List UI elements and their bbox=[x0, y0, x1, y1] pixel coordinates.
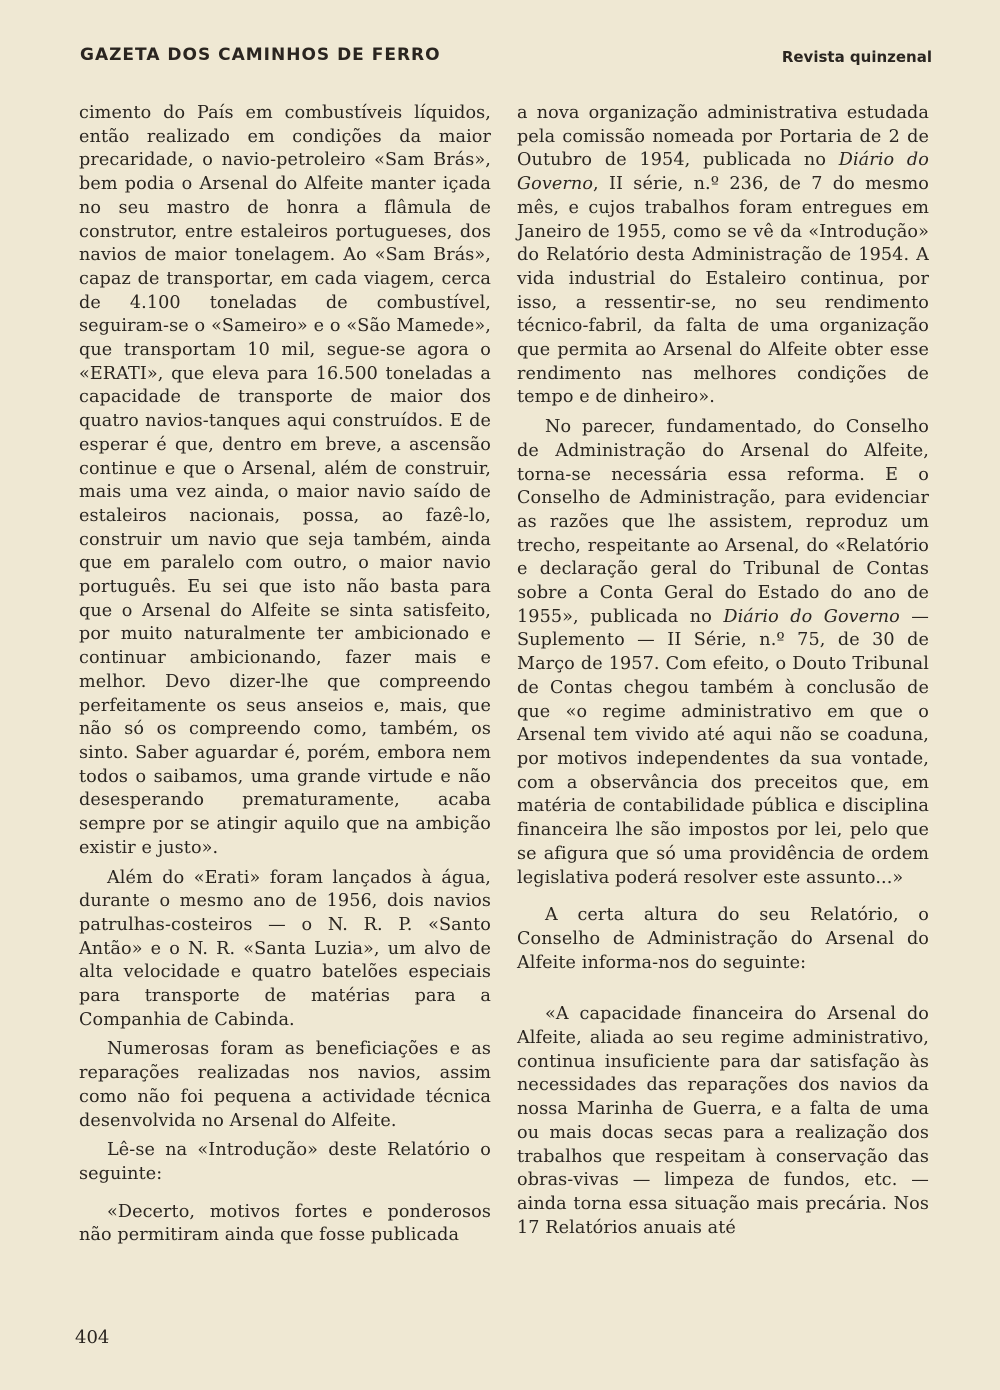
paragraph: A certa altura do seu Relatório, o Conselho de Administração do Arsenal do Alfeite informa-nos do seguinte: bbox=[517, 905, 929, 973]
left-column bbox=[79, 102, 491, 1254]
paragraph bbox=[517, 102, 929, 410]
paragraph: Além do «Erati» foram lançados à água, durante o mesmo ano de 1956, dois navios patrulhas-costeiros — o N. R. P. «Santo Antão» e o N. R. «Santa Luzia», um alvo de alta velocidade e quatro batelões especiais para transporte de matérias para a Companhia de Cabinda. bbox=[79, 867, 491, 1030]
paragraph: «A capacidade financeira do Arsenal do Alfeite, aliada ao seu regime administrativo, continua insuficiente para dar satisfação às necessidades das reparações dos navios da nossa Marinha de Guerra, e a falta de uma ou mais docas secas para a realização dos trabalhos que respeitam à conservação das obras-vivas — limpeza de fundos, etc. — ainda torna essa situação mais precária. Nos 17 Relatórios anuais até bbox=[517, 1004, 929, 1238]
text-run: — Suplemento — II Série, n.º 75, de 30 de Março de 1957. Com efeito, o Douto Tribunal de Contas chegou também à conclusão de que «o regime administrativo em que o Arsenal tem vivido até aqui não se coaduna, por motivos independentes da sua vontade, com a observância dos preceitos que, em matéria de contabilidade pública e disciplina financeira lhe são impostos por lei, pelo que se afigura que só uma providência de ordem legislativa poderá resolver este assunto...» bbox=[517, 606, 929, 888]
paragraph: «Decerto, motivos fortes e ponderosos não permitiram ainda que fosse publicada bbox=[79, 1201, 491, 1246]
text-run: No parecer, fundamentado, do Conselho de Administração do Arsenal do Alfeite, torna-se necessária essa reforma. E o Conselho de Administração, para evidenciar as razões que lhe assistem, reproduz um trecho, respeitante ao Arsenal, do «Relatório e declaração geral do Tribunal de Contas sobre a Conta Geral do Estado do ano de 1955», publicada no bbox=[517, 417, 929, 627]
paragraph: Lê-se na «Introdução» deste Relatório o seguinte: bbox=[79, 1140, 491, 1184]
paragraph bbox=[517, 416, 929, 890]
italic-text-run: Diário do Governo bbox=[723, 606, 900, 627]
right-column bbox=[517, 102, 929, 1246]
page-number: 404 bbox=[75, 1327, 110, 1348]
paragraph: cimento do País em combustíveis líquidos, então realizado em condições da maior precaridade, o navio-petroleiro «Sam Brás», bem podia o Arsenal do Alfeite manter içada no seu mastro de honra a flâmula de construtor, entre estaleiros portugueses, dos navios de maior tonelagem. Ao «Sam Brás», capaz de transportar, em cada viagem, cerca de 4.100 toneladas de combustível, seguiram-se o «Sameiro» e o «São Mamede», que transportam 10 mil, segue-se agora o «ERATI», que eleva para 16.500 toneladas a capacidade de transporte de maior dos quatro navios-tanques aqui construídos. E de esperar é que, dentro em breve, a ascensão continue e que o Arsenal, além de construir, mais uma vez ainda, o maior navio saído de estaleiros nacionais, possa, ao fazê-lo, construir um navio que seja também, ainda que em paralelo com outro, o maior navio português. Eu sei que isto não basta para que o Arsenal do Alfeite se sinta satisfeito, por muito naturalmente ter ambicionado e continuar ambicionando, fazer mais e melhor. Devo dizer-lhe que compreendo perfeitamente os seus anseios e, mais, que não só os compreendo como, também, os sinto. Saber aguardar é, porém, embora nem todos o saibamos, uma grande virtude e não desesperando prematuramente, acaba sempre por se atingir aquilo que na ambição existir e justo». bbox=[79, 103, 491, 858]
italic-text-run: Diário do Governo bbox=[517, 150, 929, 195]
text-run: a nova organização administrativa estudada pela comissão nomeada por Portaria de 2 de Outubro de 1954, publicada no bbox=[517, 103, 929, 171]
publication-title: GAZETA DOS CAMINHOS DE FERRO bbox=[80, 45, 441, 65]
publication-frequency: Revista quinzenal bbox=[781, 48, 932, 66]
paragraph: Numerosas foram as beneficiações e as reparações realizadas nos navios, assim como não foi pequena a actividade técnica desenvolvida no Arsenal do Alfeite. bbox=[79, 1039, 491, 1131]
text-run: , II série, n.º 236, de 7 do mesmo mês, e cujos trabalhos foram entregues em Janeiro de 1955, como se vê da «Introdução» do Relatório desta Administração de 1954. A vida industrial do Estaleiro continua, por isso, a ressentir-se, no seu rendimento técnico-fabril, da falta de uma organização que permita ao Arsenal do Alfeite obter esse rendimento nas melhores condições de tempo e de dinheiro». bbox=[517, 174, 929, 408]
